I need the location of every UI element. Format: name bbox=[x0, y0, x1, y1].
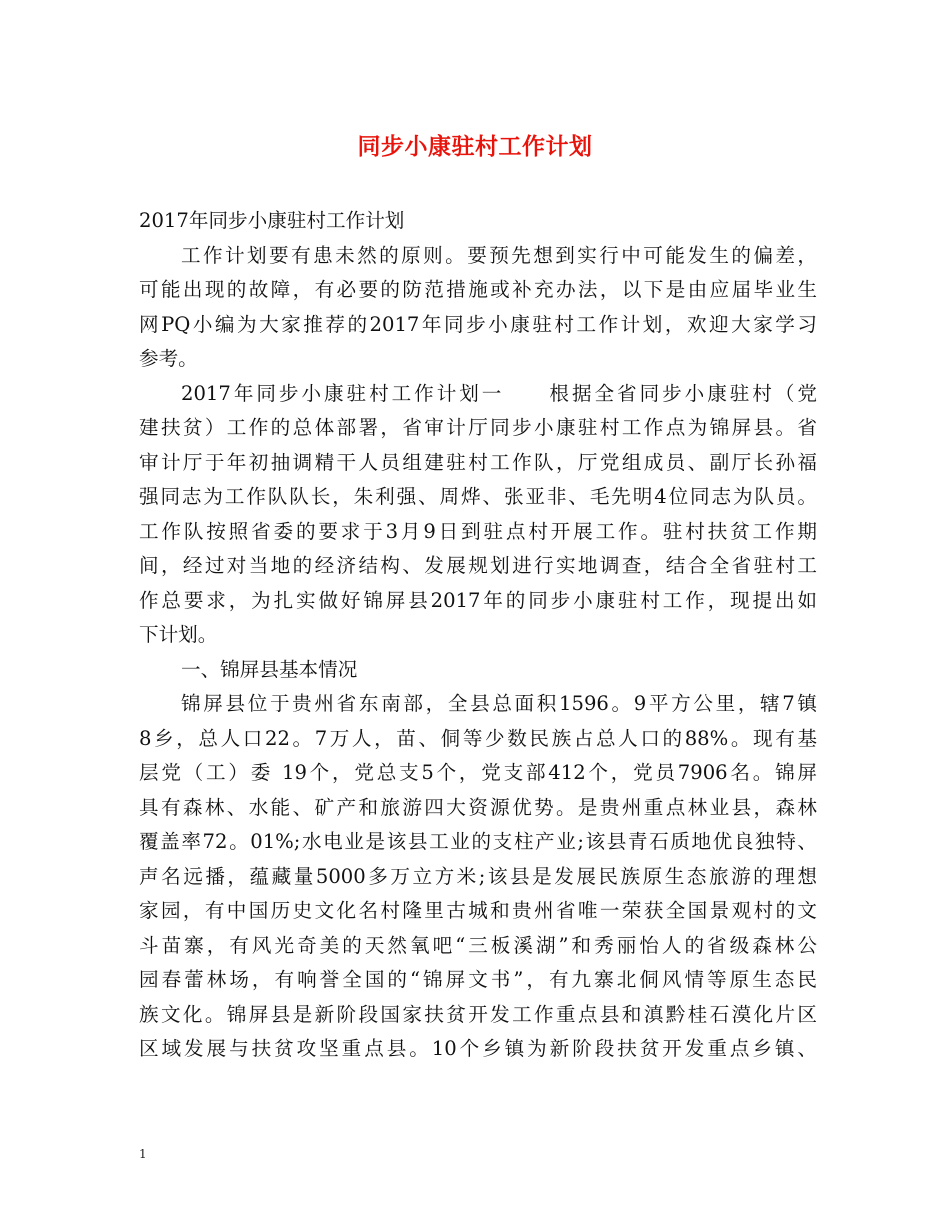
document-body bbox=[139, 204, 817, 1067]
page-title: 同步小康驻村工作计划 bbox=[357, 134, 593, 160]
text-line: 2017年同步小康驻村工作计划 bbox=[139, 209, 405, 232]
text-line: 层党（工）委 19个，党总支5个，党支部412个，党员7906名。锦屏 bbox=[139, 761, 817, 784]
text-line: 2017年同步小康驻村工作计划一 根据全省同步小康驻村（党 bbox=[181, 381, 817, 405]
text-line: 一、锦屏县基本情况 bbox=[181, 657, 358, 681]
text-line: 具有森林、水能、矿产和旅游四大资源优势。是贵州重点林业县，森林 bbox=[139, 795, 817, 819]
page-number: 1 bbox=[139, 1147, 147, 1161]
text-line: 网PQ小编为大家推荐的2017年同步小康驻村工作计划，欢迎大家学习 bbox=[139, 312, 817, 336]
text-line: 8乡，总人口22。7万人，苗、侗等少数民族占总人口的88%。现有基 bbox=[139, 726, 817, 750]
text-line: 参考。 bbox=[139, 347, 198, 370]
text-line: 族文化。锦屏县是新阶段国家扶贫开发工作重点县和滇黔桂石漠化片区 bbox=[139, 1002, 817, 1026]
text-line: 作总要求，为扎实做好锦屏县2017年的同步小康驻村工作，现提出如 bbox=[139, 588, 817, 612]
text-line: 锦屏县位于贵州省东南部，全县总面积1596。9平方公里，辖7镇 bbox=[181, 692, 817, 715]
text-line: 可能出现的故障，有必要的防范措施或补充办法，以下是由应届毕业生 bbox=[139, 278, 817, 301]
text-line: 审计厅于年初抽调精干人员组建驻村工作队，厅党组成员、副厅长孙福 bbox=[139, 450, 817, 474]
text-line: 建扶贫）工作的总体部署，省审计厅同步小康驻村工作点为锦屏县。省 bbox=[139, 416, 817, 439]
text-line: 强同志为工作队队长，朱利强、周烨、张亚非、毛先明4位同志为队员。 bbox=[139, 485, 817, 508]
text-line: 声名远播，蕴藏量5000多万立方米;该县是发展民族原生态旅游的理想 bbox=[139, 864, 817, 888]
text-line: 工作计划要有患未然的原则。要预先想到实行中可能发生的偏差， bbox=[181, 243, 817, 267]
text-line: 园春蕾林场，有响誉全国的“锦屏文书”，有九寨北侗风情等原生态民 bbox=[139, 968, 817, 991]
text-line: 工作队按照省委的要求于3月9日到驻点村开展工作。驻村扶贫工作期 bbox=[139, 519, 817, 543]
text-line: 下计划。 bbox=[139, 623, 218, 646]
text-line: 家园，有中国历史文化名村隆里古城和贵州省唯一荣获全国景观村的文 bbox=[139, 899, 817, 922]
text-line: 斗苗寨，有风光奇美的天然氧吧“三板溪湖”和秀丽怡人的省级森林公 bbox=[139, 933, 817, 957]
text-line: 间，经过对当地的经济结构、发展规划进行实地调查，结合全省驻村工 bbox=[139, 554, 817, 577]
text-line: 覆盖率72。01%;水电业是该县工业的支柱产业;该县青石质地优良独特、 bbox=[139, 830, 817, 853]
text-line: 区域发展与扶贫攻坚重点县。10个乡镇为新阶段扶贫开发重点乡镇、 bbox=[139, 1037, 817, 1060]
